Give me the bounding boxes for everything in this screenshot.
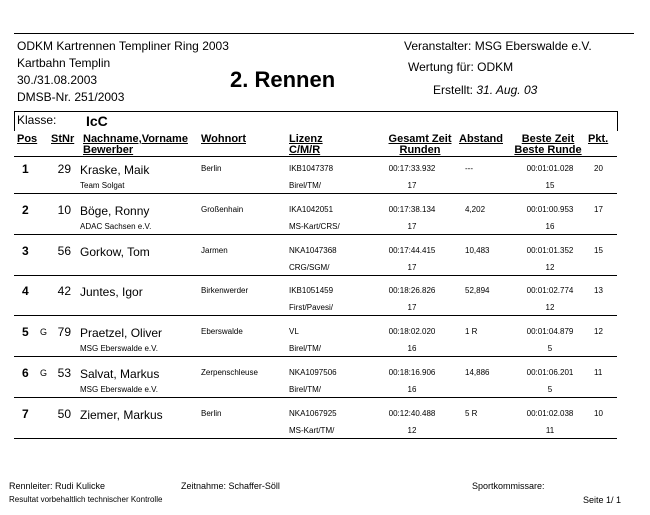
row-divider xyxy=(14,275,617,276)
cell-cmr: Birel/TM/ xyxy=(289,385,321,394)
cell-pkt: 12 xyxy=(594,327,603,337)
cell-gesamt: 00:12:40.488 xyxy=(388,408,436,418)
cell-wohnort: Berlin xyxy=(201,408,222,418)
cell-abstand: 52,894 xyxy=(465,286,490,296)
col-beste: Beste Zeit Beste Runde xyxy=(514,133,582,156)
cell-beste: 00:01:02.038 xyxy=(526,408,574,418)
cell-bewerber: ADAC Sachsen e.V. xyxy=(80,221,152,231)
col-stnr: StNr xyxy=(51,133,75,145)
cell-name: Böge, Ronny xyxy=(80,203,150,218)
cell-runden: 17 xyxy=(407,262,417,272)
header-rule xyxy=(14,33,634,34)
cell-wohnort: Zerpenschleuse xyxy=(201,368,258,377)
cell-stnr: 10 xyxy=(57,202,71,217)
cell-pos: 4 xyxy=(22,284,29,299)
page-title: 2. Rennen xyxy=(230,67,336,92)
col-pos: Pos xyxy=(17,133,38,145)
cell-gesamt: 00:18:02.020 xyxy=(388,327,436,337)
row-divider xyxy=(14,193,617,194)
cell-runden: 17 xyxy=(407,303,417,313)
cell-lizenz: VL xyxy=(289,327,299,337)
cell-pos: 1 xyxy=(22,162,29,176)
cell-beste: 00:01:02.774 xyxy=(526,286,574,296)
cell-cmr: MS-Kart/TM/ xyxy=(289,425,335,435)
cell-bewerber: Team Solgat xyxy=(80,181,125,190)
cell-pos: 6 xyxy=(22,366,29,380)
cell-besterunde: 12 xyxy=(545,303,555,313)
cell-name: Ziemer, Markus xyxy=(80,407,163,422)
row-divider xyxy=(14,315,617,316)
cell-name: Praetzel, Oliver xyxy=(80,326,163,341)
cell-runden: 12 xyxy=(407,425,417,435)
cell-pos: 7 xyxy=(22,406,29,421)
rennleiter: Rennleiter: Rudi Kulicke xyxy=(9,481,106,491)
row-divider xyxy=(14,234,617,235)
row-divider xyxy=(14,397,617,398)
cell-stnr: 79 xyxy=(57,325,71,340)
cell-abstand: 14,886 xyxy=(465,368,490,377)
cell-gesamt: 00:17:33.932 xyxy=(388,164,436,173)
col-abstand: Abstand xyxy=(459,133,503,145)
cell-name: Kraske, Maik xyxy=(80,163,150,177)
cell-stnr: 50 xyxy=(57,406,71,421)
zeitnahme: Zeitnahme: Schaffer-Söll xyxy=(181,481,280,491)
cell-pkt: 11 xyxy=(594,368,603,377)
cell-wohnort: Birkenwerder xyxy=(201,286,249,296)
row-divider xyxy=(14,438,617,439)
cell-lizenz: NKA1047368 xyxy=(289,245,337,255)
cell-gesamt: 00:17:44.415 xyxy=(388,245,436,255)
cell-abstand: 5 R xyxy=(465,408,478,418)
cell-name: Gorkow, Tom xyxy=(80,244,150,259)
cell-lizenz: IKB1047378 xyxy=(289,164,334,173)
cell-g: G xyxy=(40,327,48,338)
cell-cmr: Birel/TM/ xyxy=(289,344,321,354)
event-name: ODKM Kartrennen Templiner Ring 2003 xyxy=(17,39,229,53)
cell-wohnort: Eberswalde xyxy=(201,327,243,337)
row-divider xyxy=(14,356,617,357)
event-venue: Kartbahn Templin xyxy=(17,56,111,70)
cell-bewerber: MSG Eberswalde e.V. xyxy=(80,385,158,394)
cell-pos: 5 xyxy=(22,325,29,340)
col-name: Nachname,Vorname Bewerber xyxy=(83,133,188,156)
cell-lizenz: IKB1051459 xyxy=(289,286,334,296)
cell-stnr: 29 xyxy=(57,162,71,176)
cell-wohnort: Jarmen xyxy=(201,245,228,255)
cell-lizenz: NKA1067925 xyxy=(289,408,337,418)
event-dates: 30./31.08.2003 xyxy=(17,73,98,87)
cell-pkt: 20 xyxy=(594,164,603,173)
cell-lizenz: IKA1042051 xyxy=(289,204,334,214)
cell-runden: 17 xyxy=(407,221,417,231)
cell-pkt: 15 xyxy=(594,245,603,255)
cell-abstand: --- xyxy=(465,164,473,173)
cell-wohnort: Berlin xyxy=(201,164,222,173)
cell-runden: 16 xyxy=(407,385,417,394)
disclaimer: Resultat vorbehaltlich technischer Kontrolle xyxy=(9,495,163,504)
cell-pkt: 13 xyxy=(594,286,603,296)
created-line xyxy=(433,83,537,97)
cell-gesamt: 00:18:16.906 xyxy=(388,368,436,377)
cell-besterunde: 15 xyxy=(545,181,555,190)
cell-pos: 3 xyxy=(22,243,29,258)
cell-gesamt: 00:18:26.826 xyxy=(388,286,436,296)
created-label: Erstellt: xyxy=(433,83,474,97)
cell-g: G xyxy=(40,368,48,378)
dmsb-number: DMSB-Nr. 251/2003 xyxy=(17,90,125,104)
sportkommissare: Sportkommissare: xyxy=(472,481,545,491)
wertung: Wertung für: ODKM xyxy=(408,60,514,74)
cell-cmr: MS-Kart/CRS/ xyxy=(289,221,340,231)
cell-pos: 2 xyxy=(22,202,29,217)
cell-pkt: 17 xyxy=(594,204,603,214)
cell-beste: 00:01:01.352 xyxy=(526,245,574,255)
cell-name: Juntes, Igor xyxy=(80,285,143,300)
cell-cmr: First/Pavesi/ xyxy=(289,303,334,313)
cell-beste: 00:01:00.953 xyxy=(526,204,574,214)
cell-besterunde: 5 xyxy=(547,385,553,394)
cell-name: Salvat, Markus xyxy=(80,367,160,381)
klasse-value: IcC xyxy=(86,113,108,129)
cell-stnr: 56 xyxy=(57,243,71,258)
page-number: Seite 1/ 1 xyxy=(583,495,622,505)
organizer: Veranstalter: MSG Eberswalde e.V. xyxy=(404,39,592,53)
cell-beste: 00:01:06.201 xyxy=(526,368,574,377)
cell-cmr: Birel/TM/ xyxy=(289,181,321,190)
klasse-label: Klasse: xyxy=(17,113,57,127)
col-gesamt: Gesamt Zeit Runden xyxy=(388,133,452,156)
cell-abstand: 10,483 xyxy=(465,245,490,255)
cell-gesamt: 00:17:38.134 xyxy=(388,204,436,214)
col-wohnort: Wohnort xyxy=(201,133,247,145)
cell-abstand: 1 R xyxy=(465,327,478,337)
cell-besterunde: 12 xyxy=(545,262,555,272)
header-divider xyxy=(14,156,617,157)
cell-besterunde: 5 xyxy=(547,344,553,354)
cell-besterunde: 11 xyxy=(545,425,555,435)
cell-runden: 17 xyxy=(407,181,417,190)
cell-bewerber: MSG Eberswalde e.V. xyxy=(80,344,158,354)
cell-beste: 00:01:01.028 xyxy=(526,164,574,173)
cell-cmr: CRG/SGM/ xyxy=(289,262,330,272)
cell-runden: 16 xyxy=(407,344,417,354)
cell-wohnort: Großenhain xyxy=(201,204,244,214)
cell-stnr: 42 xyxy=(57,284,71,299)
cell-stnr: 53 xyxy=(57,366,71,380)
cell-pkt: 10 xyxy=(594,408,603,418)
col-lizenz: Lizenz C/M/R xyxy=(289,133,323,156)
created-date: 31. Aug. 03 xyxy=(476,83,538,97)
cell-besterunde: 16 xyxy=(545,221,555,231)
cell-abstand: 4,202 xyxy=(465,204,486,214)
cell-lizenz: NKA1097506 xyxy=(289,368,337,377)
col-pkt: Pkt. xyxy=(588,133,609,145)
cell-beste: 00:01:04.879 xyxy=(526,327,574,337)
